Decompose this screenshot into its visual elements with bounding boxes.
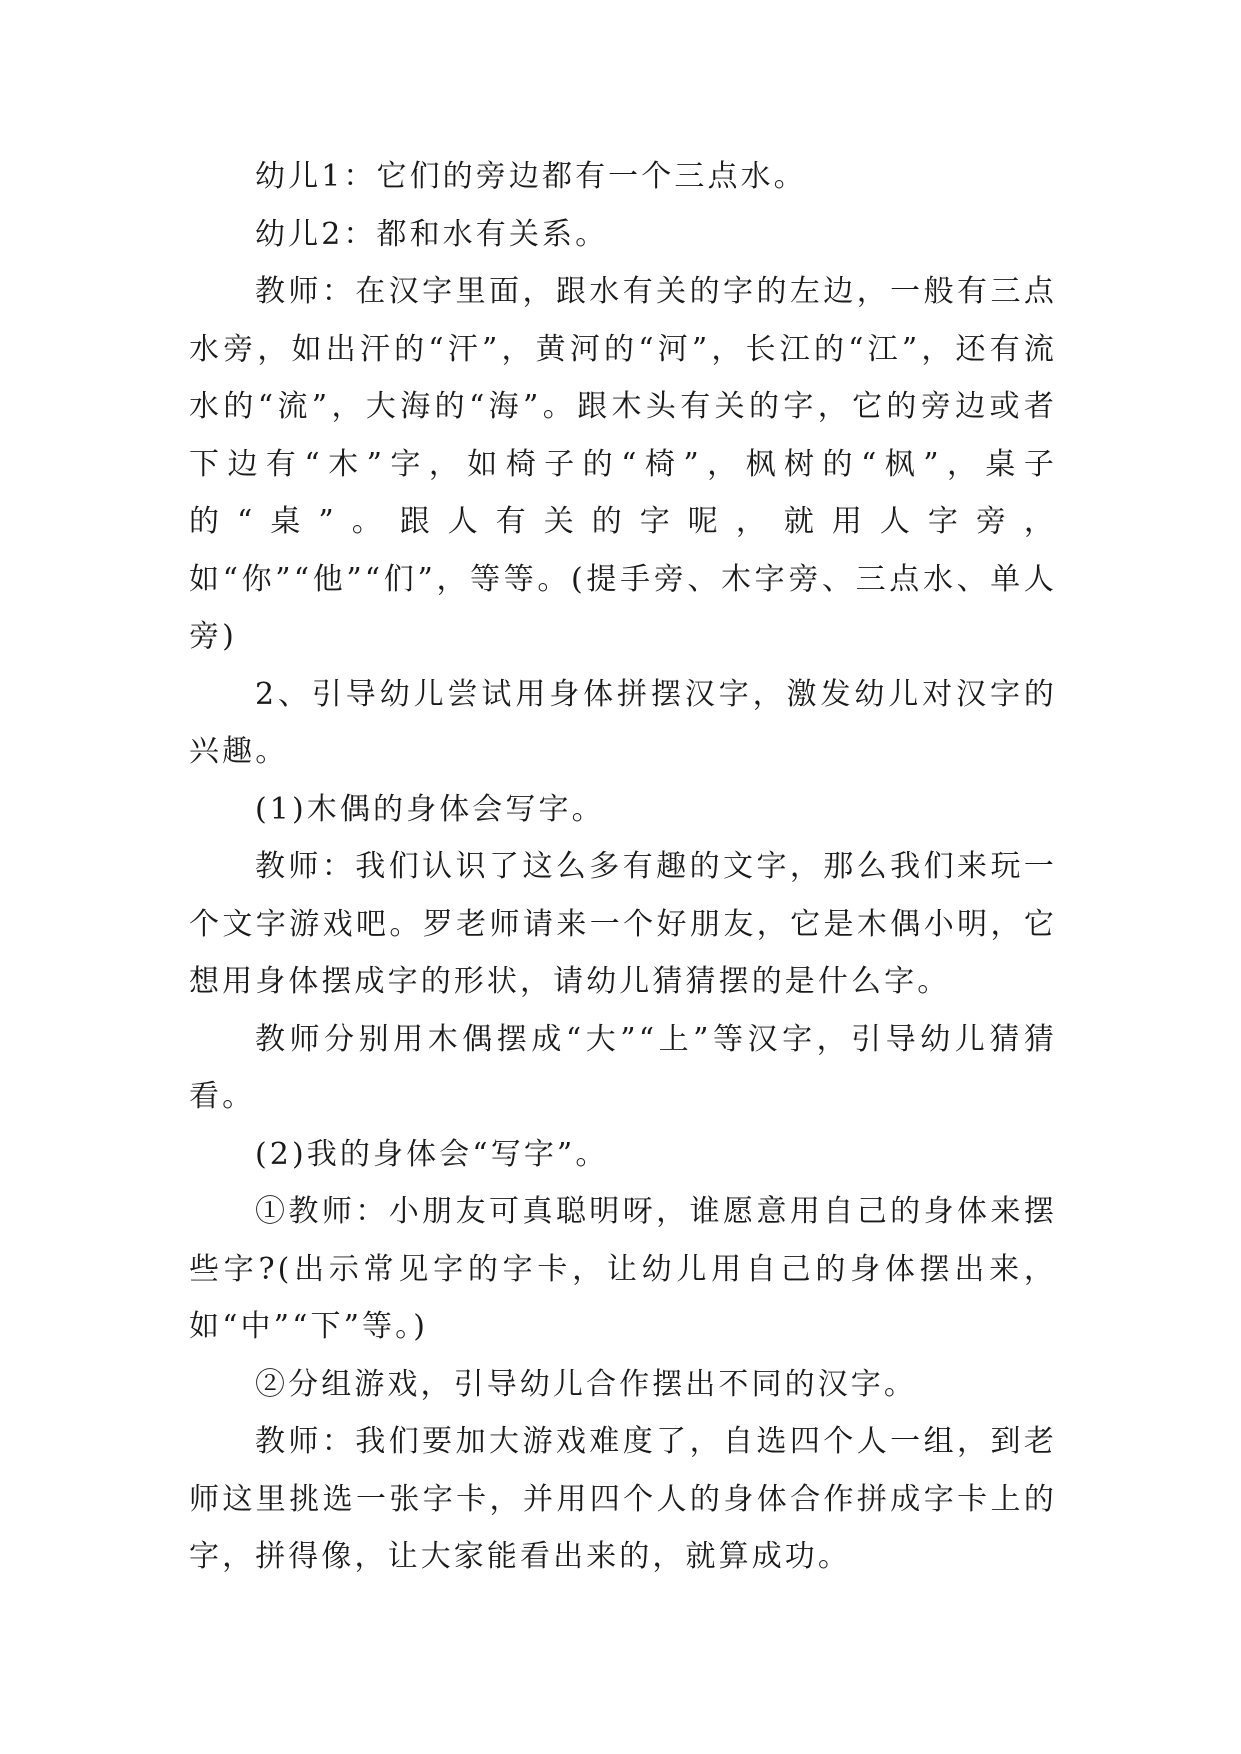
paragraph-group-game: ②分组游戏，引导幼儿合作摆出不同的汉字。 bbox=[255, 1366, 917, 1402]
paragraph-step-2: 2、引导幼儿尝试用身体拼摆汉字，激发幼儿对汉字的兴趣。 bbox=[189, 676, 1057, 769]
paragraph-body-writing-heading: (2)我的身体会“写字”。 bbox=[255, 1136, 609, 1172]
paragraph-child-1-answer: 幼儿1：它们的旁边都有一个三点水。 bbox=[255, 159, 807, 194]
paragraph-puppet-demo: 教师分别用木偶摆成“大”“上”等汉字，引导幼儿猜猜看。 bbox=[189, 1021, 1057, 1114]
paragraph-teacher-body-pose: ①教师：小朋友可真聪明呀，谁愿意用自己的身体来摆些字?(出示常见字的字卡，让幼儿用自己的身体摆出来，如“中”“下”等。) bbox=[189, 1194, 1057, 1344]
paragraph-teacher-group-rules: 教师：我们要加大游戏难度了，自选四个人一组，到老师这里挑选一张字卡，并用四个人的身体合作拼成字卡上的字，拼得像，让大家能看出来的，就算成功。 bbox=[189, 1424, 1057, 1574]
paragraph-teacher-word-game: 教师：我们认识了这么多有趣的文字，那么我们来玩一个文字游戏吧。罗老师请来一个好朋友，它是木偶小明，它想用身体摆成字的形状，请幼儿猜猜摆的是什么字。 bbox=[189, 849, 1057, 999]
paragraph-teacher-radicals: 教师：在汉字里面，跟水有关的字的左边，一般有三点水旁，如出汗的“汗”，黄河的“河”，长江的“江”，还有流水的“流”，大海的“海”。跟木头有关的字，它的旁边或者下边有“木”字，如椅子的“椅”，枫树的“枫”，桌子的“桌”。跟人有关的字呢，就用人字旁，如“你”“他”“们”，等等。(提手旁、木字旁、三点水、单人旁) bbox=[189, 274, 1057, 654]
paragraph-puppet-heading: (1)木偶的身体会写字。 bbox=[255, 791, 605, 827]
paragraph-child-2-answer: 幼儿2：都和水有关系。 bbox=[255, 216, 609, 252]
document-body bbox=[189, 148, 1057, 1586]
